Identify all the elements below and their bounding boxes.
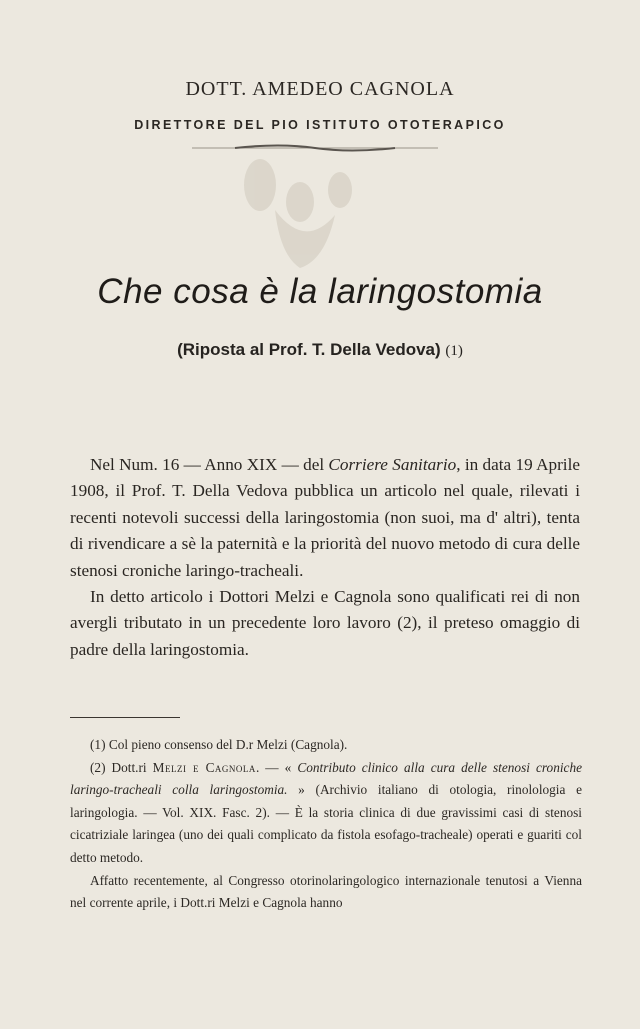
footnote-1: (1) Col pieno consenso del D.r Melzi (Cagnola).: [90, 737, 348, 752]
document-subtitle: [0, 340, 640, 360]
subtitle-text: (Riposta al Prof. T. Della Vedova): [177, 340, 441, 359]
author-role: DIRETTORE DEL PIO ISTITUTO OTOTERAPICO: [134, 118, 506, 132]
paragraph-1-end: , in data 19 Aprile 1908, il Prof. T. Della Vedova pubblica un articolo nel quale, rilevati i recenti notevoli successi della laringostomia (non suoi, ma d' altri), tenta di rivendicare a sè la paternità e la priorità del nuovo metodo di cura delle stenosi croniche laringo-tracheali.: [70, 455, 580, 580]
footnotes: [70, 734, 582, 915]
author-name: DOTT. AMEDEO CAGNOLA: [185, 78, 455, 100]
journal-name: Corriere Sanitario: [328, 455, 457, 474]
paragraph-1-start: Nel Num. 16 — Anno XIX — del: [90, 455, 329, 474]
footnote-2-rest: » (Archivio italiano di otologia, rinolologia e laringologia. — Vol. XIX. Fasc. 2). — È la storia clinica di due gravissimi casi di stenosi cicatriziale laringea (uno dei quali complicato da fistola esofago-tracheale) operati e guariti col detto metodo.: [70, 782, 582, 865]
body-text: [70, 452, 580, 663]
footnote-divider: [70, 717, 180, 718]
footnote-ref: (1): [445, 343, 463, 359]
footnote-3: Affatto recentemente, al Congresso otorinolaringologico internazionale tenutosi a Vienna nel corrente aprile, i Dott.ri Melzi e Cagnola hanno: [70, 872, 582, 911]
paragraph-2: In detto articolo i Dottori Melzi e Cagnola sono qualificati rei di non avergli tributato in un precedente loro lavoro (2), il preteso omaggio di padre della laringostomia.: [70, 587, 580, 659]
footnote-2: [70, 757, 582, 870]
footnote-2-prefix: (2) Dott.ri: [90, 759, 153, 775]
paragraph-1: [70, 452, 580, 584]
footnote-2-dash: . — «: [255, 759, 298, 775]
footnote-2-authors: Melzi e Cagnola: [152, 759, 256, 775]
faint-crest-icon: [190, 140, 440, 270]
document-title: Che cosa è la laringostomia: [97, 272, 543, 311]
footnote-2-work-title: Contributo clinico alla cura delle stenosi croniche laringo-tracheali colla laringostomia.: [70, 759, 583, 798]
